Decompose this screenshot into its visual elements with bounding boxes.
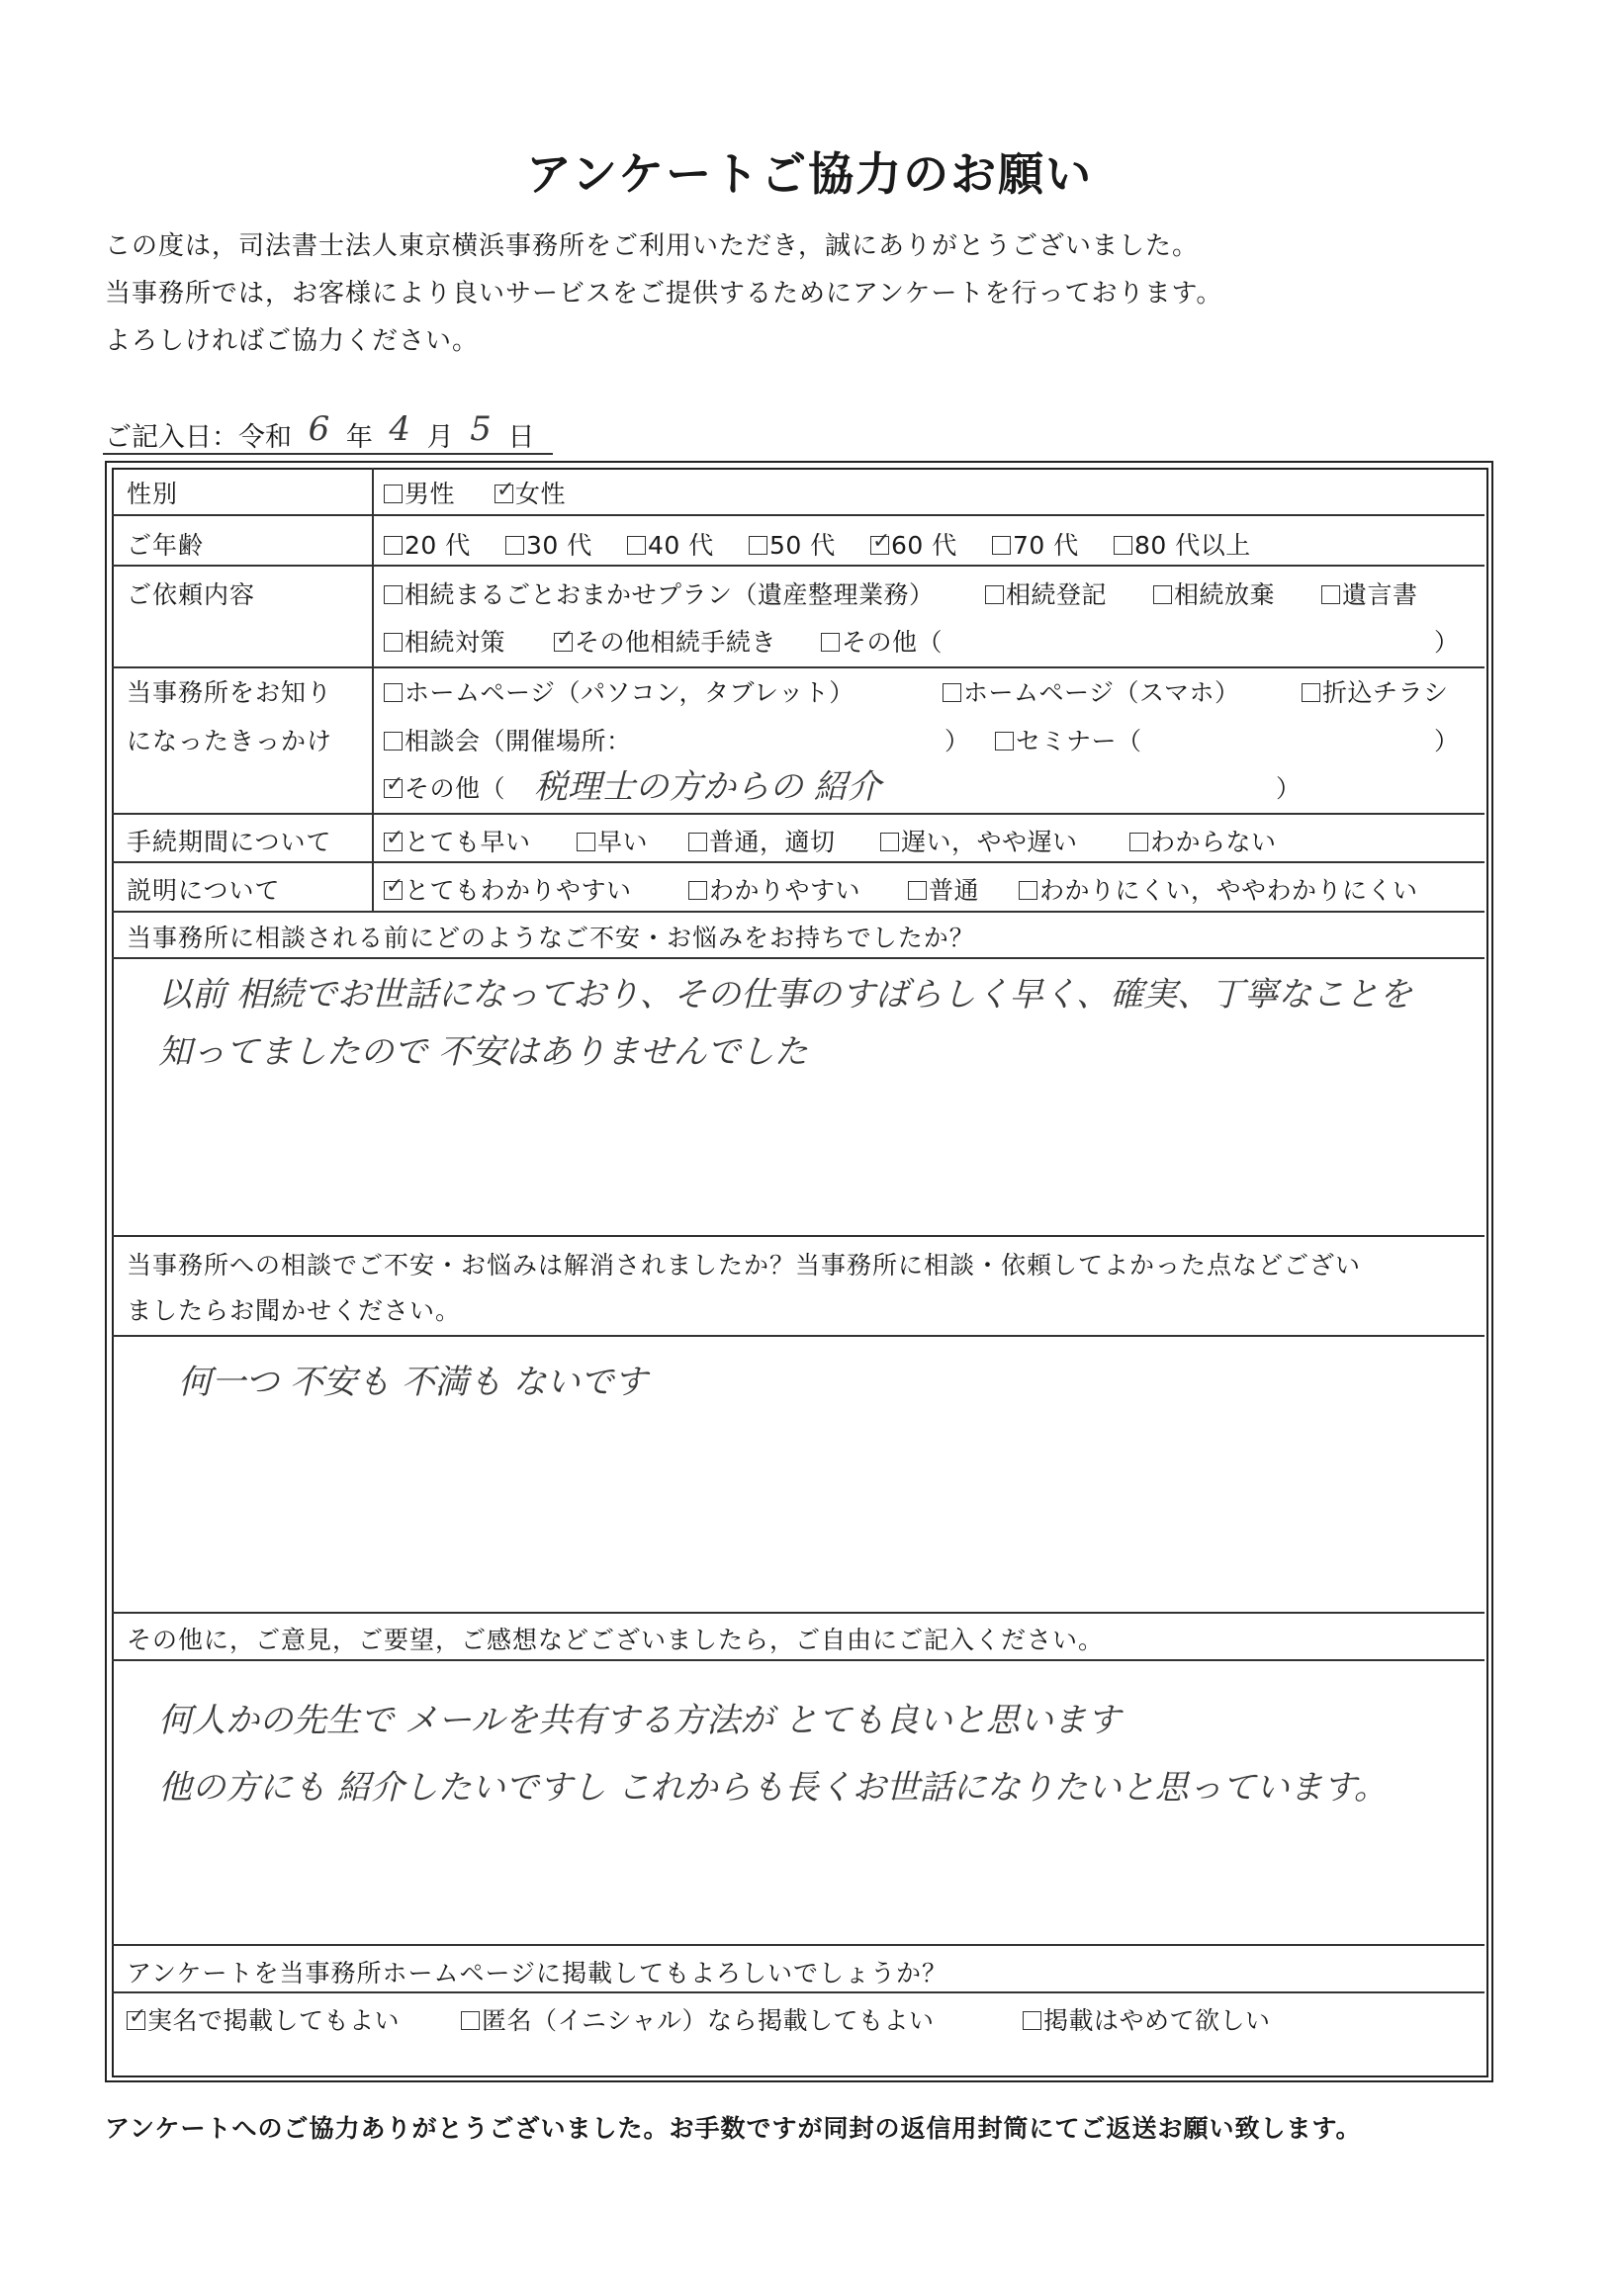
period-option-slow[interactable]: 遅い，やや遅い	[880, 823, 1078, 858]
source-option-homepage-mobile[interactable]: ホームページ（スマホ）	[943, 673, 1240, 709]
checkbox-icon[interactable]	[749, 536, 767, 555]
checked-checkbox-icon[interactable]	[384, 833, 403, 851]
request-option-registration[interactable]: 相続登記	[985, 575, 1107, 611]
checkbox-icon[interactable]	[505, 536, 524, 555]
row-divider	[112, 666, 1484, 668]
date-month-unit: 月	[426, 422, 454, 453]
age-option-70[interactable]: 70 代	[992, 526, 1079, 562]
explain-option-normal[interactable]: 普通	[908, 871, 979, 907]
page-title: アンケートご協力のお願い	[525, 147, 1094, 201]
request-option-other[interactable]: その他（	[821, 623, 943, 659]
checked-checkbox-icon[interactable]	[384, 779, 403, 798]
date-day-unit: 日	[507, 422, 535, 453]
checkbox-icon[interactable]	[384, 683, 403, 702]
row-divider	[112, 565, 1484, 567]
row-divider	[112, 957, 1484, 959]
period-option-fast[interactable]: 早い	[577, 823, 648, 858]
checkbox-icon[interactable]	[384, 485, 403, 503]
date-year[interactable]: 6	[308, 409, 330, 449]
source-option-other[interactable]: ✓その他（	[384, 769, 505, 805]
checkbox-icon[interactable]	[943, 683, 961, 702]
checkbox-icon[interactable]	[384, 585, 403, 604]
checkbox-icon[interactable]	[577, 833, 595, 851]
period-label: 手続期間について	[127, 828, 332, 856]
intro-line-3: よろしければご協力ください。	[105, 326, 480, 356]
checkbox-icon[interactable]	[1114, 536, 1132, 555]
row-divider	[112, 813, 1484, 815]
explain-option-very-clear[interactable]: ✓ とてもわかりやすい	[384, 871, 632, 907]
publish-option-decline[interactable]: 掲載はやめて欲しい	[1023, 2001, 1271, 2037]
source-consultation-close-paren: ）	[944, 727, 970, 755]
date-year-unit: 年	[345, 422, 373, 453]
request-option-planning[interactable]: 相続対策	[384, 623, 505, 659]
checkbox-icon[interactable]	[908, 881, 927, 900]
explain-option-unclear[interactable]: わかりにくい，ややわかりにくい	[1019, 871, 1418, 907]
row-divider	[112, 1944, 1484, 1946]
answer-3-line-2[interactable]: 他の方にも 紹介したいですし これからも長くお世話になりたいと思っています。	[158, 1768, 1388, 1808]
request-option-will[interactable]: 遺言書	[1321, 575, 1418, 611]
intro-line-1: この度は，司法書士法人東京横浜事務所をご利用いただき，誠にありがとうございました。	[105, 231, 1199, 261]
answer-3-line-1[interactable]: 何人かの先生で メールを共有する方法が とても良いと思います	[158, 1701, 1121, 1740]
age-option-50[interactable]: 50 代	[749, 526, 836, 562]
date-day[interactable]: 5	[470, 409, 492, 449]
source-option-seminar[interactable]: セミナー（	[995, 722, 1142, 757]
request-option-renunciation[interactable]: 相続放棄	[1153, 575, 1275, 611]
age-option-60[interactable]: ✓ 60 代	[870, 526, 957, 562]
row-divider	[112, 861, 1484, 863]
row-divider	[112, 1659, 1484, 1661]
question-2-line-1: 当事務所への相談でご不安・お悩みは解消されましたか？当事務所に相談・依頼してよかった点などござい	[127, 1251, 1362, 1280]
checked-checkbox-icon[interactable]	[554, 633, 573, 652]
label-column-divider	[372, 468, 374, 913]
explain-option-clear[interactable]: わかりやすい	[688, 871, 860, 907]
publish-option-real-name[interactable]: ✓実名で掲載してもよい	[127, 2001, 400, 2037]
question-3: その他に，ご意見，ご要望，ご感想などございましたら，ご自由にご記入ください。	[127, 1626, 1105, 1654]
request-label: ご依頼内容	[127, 580, 256, 609]
checkbox-icon[interactable]	[384, 536, 403, 555]
row-divider	[112, 1612, 1484, 1614]
checkbox-icon[interactable]	[627, 536, 646, 555]
checkbox-icon[interactable]	[1019, 881, 1037, 900]
age-option-80-plus[interactable]: 80 代以上	[1114, 526, 1251, 562]
checkbox-icon[interactable]	[1302, 683, 1320, 702]
source-label-line-2: になったきっかけ	[127, 727, 333, 755]
row-divider	[112, 514, 1484, 516]
checkbox-icon[interactable]	[688, 833, 707, 851]
row-divider	[112, 1235, 1484, 1237]
gender-option-female[interactable]: ✓ 女性	[495, 475, 566, 510]
gender-option-male[interactable]: 男性	[384, 475, 455, 510]
age-option-30[interactable]: 30 代	[505, 526, 592, 562]
checked-checkbox-icon[interactable]	[870, 536, 889, 555]
request-option-full-plan[interactable]: 相続まるごとおまかせプラン（遺産整理業務）	[384, 575, 935, 611]
period-option-very-fast[interactable]: ✓ とても早い	[384, 823, 531, 858]
source-other-close-paren: ）	[1276, 774, 1302, 803]
checkbox-icon[interactable]	[1321, 585, 1340, 604]
checkbox-icon[interactable]	[992, 536, 1011, 555]
row-divider	[112, 911, 1484, 913]
checkbox-icon[interactable]	[985, 585, 1004, 604]
date-month[interactable]: 4	[389, 409, 411, 449]
checkbox-icon[interactable]	[384, 732, 403, 751]
checkbox-icon[interactable]	[1153, 585, 1172, 604]
age-option-20[interactable]: 20 代	[384, 526, 471, 562]
period-option-normal[interactable]: 普通，適切	[688, 823, 836, 858]
request-option-other-procedures[interactable]: ✓ その他相続手続き	[554, 623, 776, 659]
answer-1-line-2[interactable]: 知ってましたので 不安はありませんでした	[158, 1032, 808, 1072]
date-field	[105, 409, 535, 455]
question-1: 当事務所に相談される前にどのようなご不安・お悩みをお持ちでしたか？	[127, 924, 975, 952]
source-option-homepage-pc[interactable]: ホームページ（パソコン，タブレット）	[384, 673, 854, 709]
source-seminar-close-paren: ）	[1434, 727, 1460, 755]
checked-checkbox-icon[interactable]	[495, 485, 513, 503]
request-other-close-paren: ）	[1434, 628, 1460, 657]
footer-thanks: アンケートへのご協力ありがとうございました。お手数ですが同封の返信用封筒にてご返送お願い致します。	[105, 2114, 1362, 2143]
source-option-consultation[interactable]: 相談会（開催場所：	[384, 722, 632, 757]
source-other-text[interactable]: 税理士の方からの 紹介	[534, 767, 881, 807]
gender-label: 性別	[127, 480, 179, 508]
checkbox-icon[interactable]	[880, 833, 899, 851]
period-option-unknown[interactable]: わからない	[1129, 823, 1277, 858]
checked-checkbox-icon[interactable]	[384, 881, 403, 900]
source-option-flyer[interactable]: 折込チラシ	[1302, 673, 1449, 709]
source-label-line-1: 当事務所をお知り	[127, 678, 333, 707]
row-divider	[112, 1991, 1484, 1993]
publish-option-anonymous[interactable]: 匿名（イニシャル）なら掲載してもよい	[461, 2001, 935, 2037]
checkbox-icon[interactable]	[1023, 2011, 1041, 2030]
question-2-line-2: ましたらお聞かせください。	[127, 1296, 462, 1325]
date-underline	[103, 453, 553, 455]
answer-1-line-1[interactable]: 以前 相続でお世話になっており、その仕事のすばらしく早く、確実、丁寧なことを	[158, 975, 1413, 1015]
answer-2[interactable]: 何一つ 不安も 不満も ないです	[178, 1363, 648, 1402]
question-4: アンケートを当事務所ホームページに掲載してもよろしいでしょうか？	[127, 1959, 948, 1987]
explain-label: 説明について	[127, 876, 281, 905]
age-label: ご年齢	[127, 531, 205, 560]
intro-line-2: 当事務所では，お客様により良いサービスをご提供するためにアンケートを行っております。	[105, 279, 1223, 309]
checkbox-icon[interactable]	[461, 2011, 480, 2030]
checked-checkbox-icon[interactable]	[127, 2011, 145, 2030]
row-divider	[112, 1335, 1484, 1337]
date-prefix: ご記入日：令和	[105, 422, 292, 453]
checkbox-icon[interactable]	[1129, 833, 1148, 851]
checkbox-icon[interactable]	[688, 881, 707, 900]
checkbox-icon[interactable]	[384, 633, 403, 652]
checkbox-icon[interactable]	[821, 633, 840, 652]
age-option-40[interactable]: 40 代	[627, 526, 714, 562]
checkbox-icon[interactable]	[995, 732, 1014, 751]
